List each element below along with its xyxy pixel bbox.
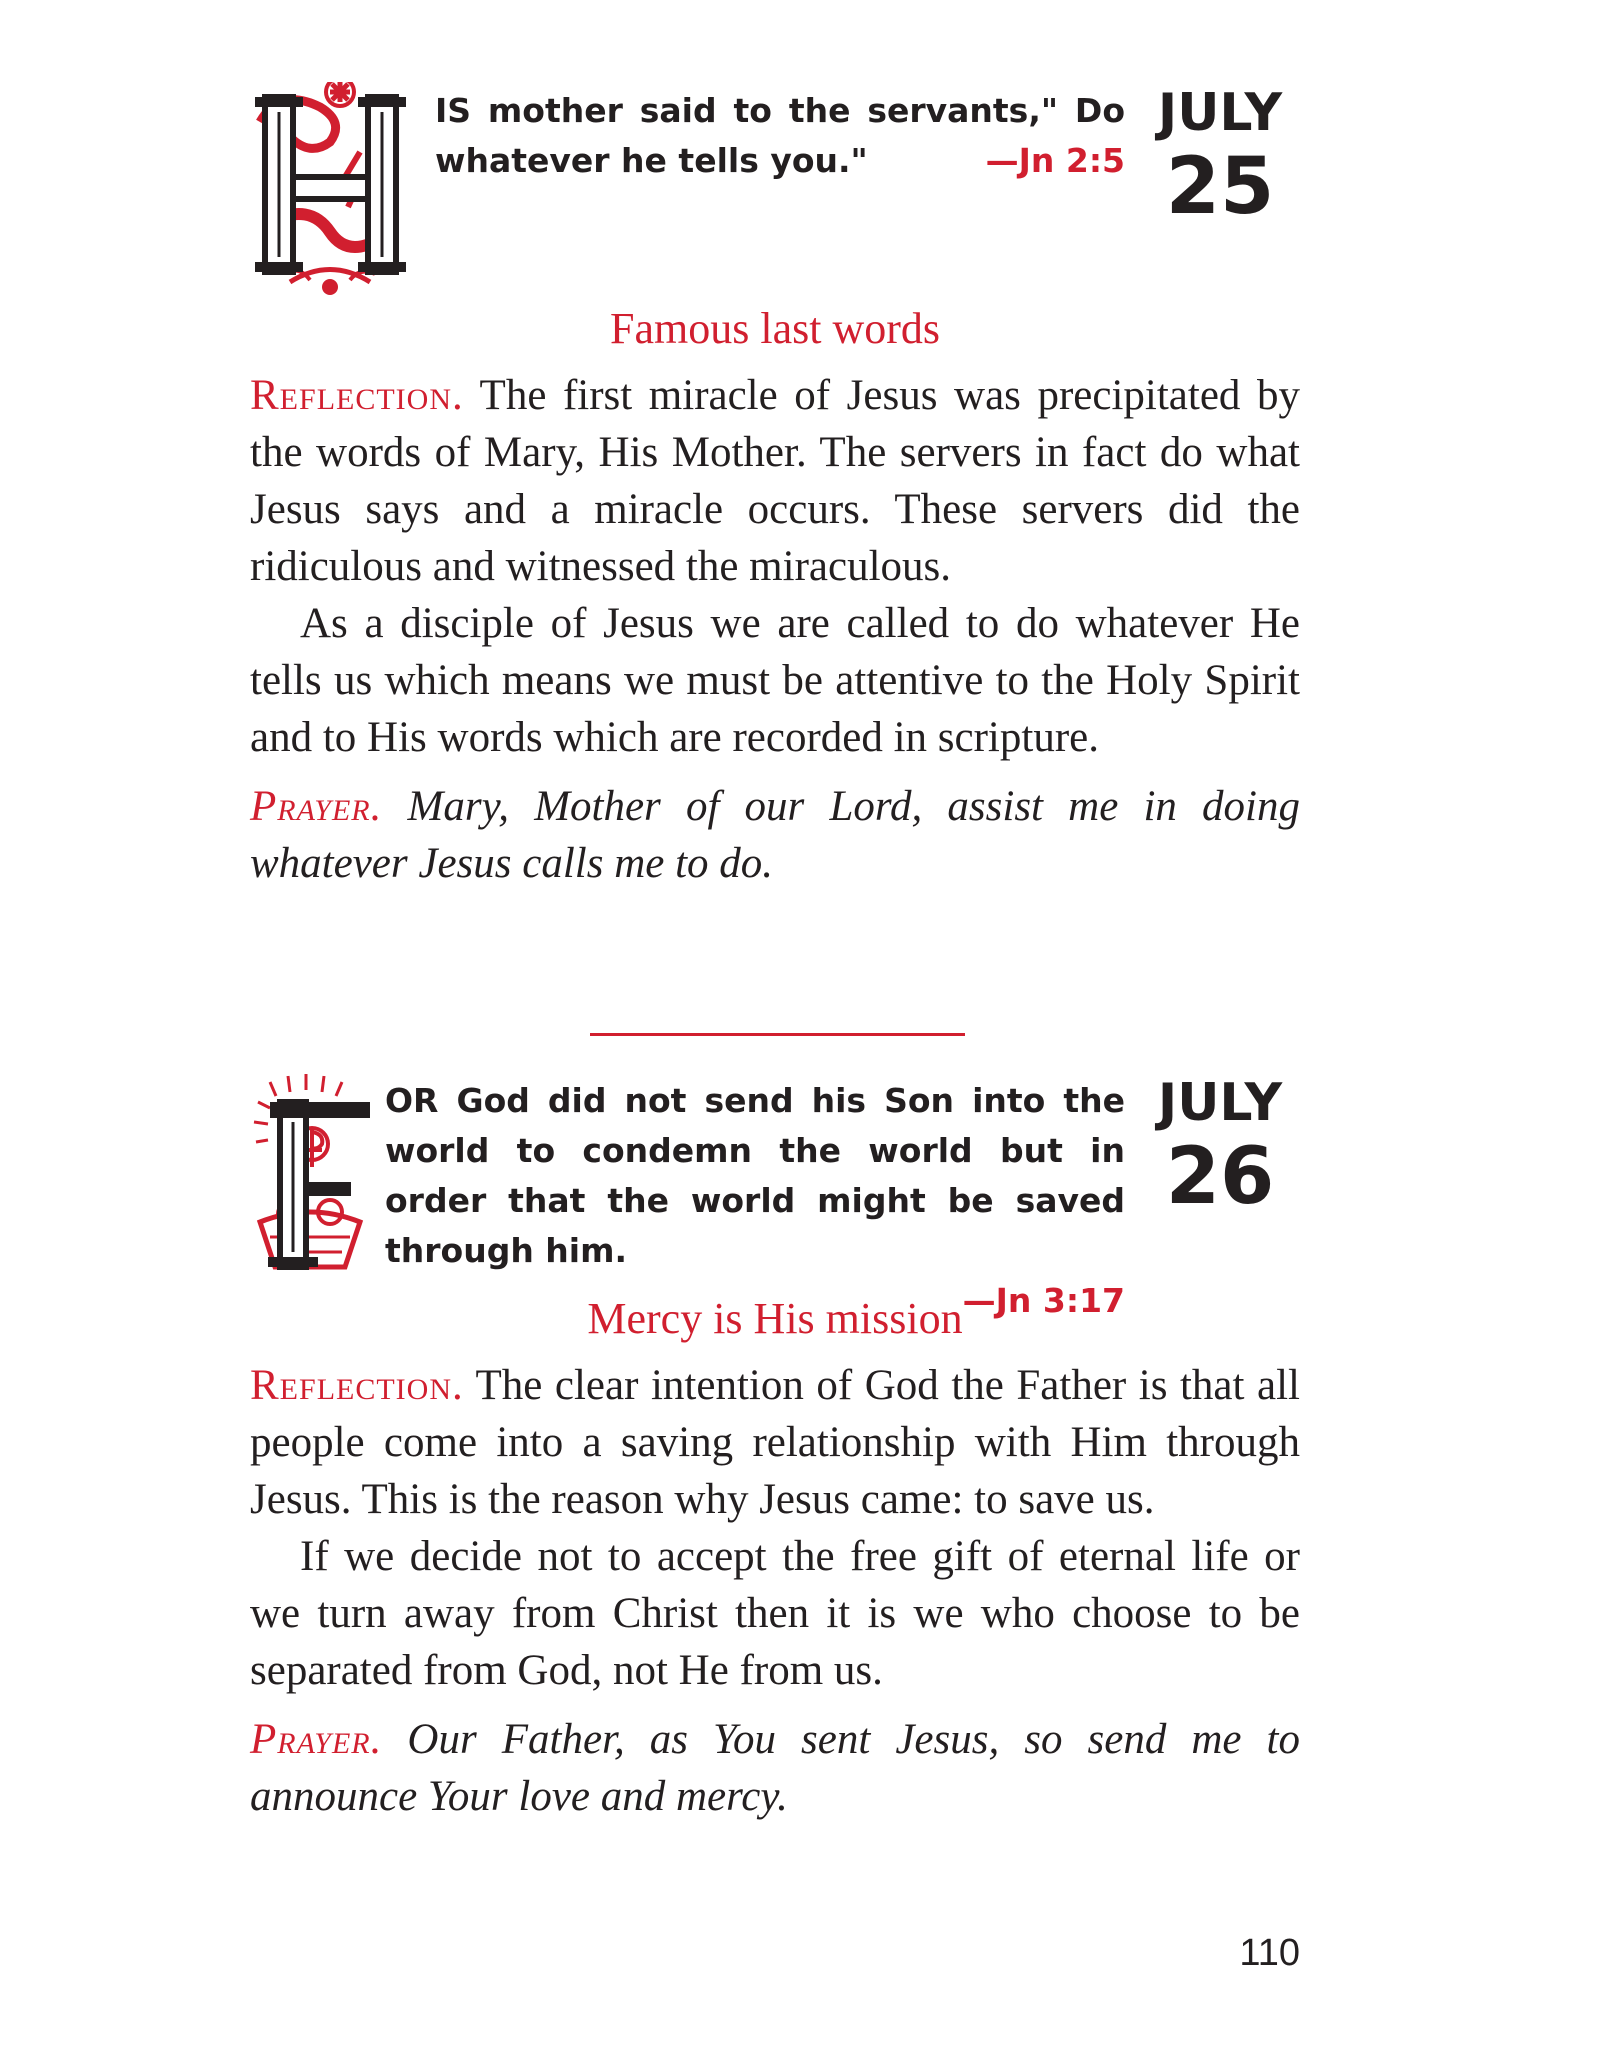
prayer-label: Prayer. xyxy=(250,1716,383,1763)
page-number: 110 xyxy=(1239,1932,1300,1974)
prayer-paragraph xyxy=(250,778,1300,892)
section-divider xyxy=(590,1033,965,1036)
illuminated-initial-h-icon xyxy=(250,82,425,297)
reflection-label: Reflection. xyxy=(250,372,464,419)
reflection-paragraph-2: As a disciple of Jesus we are called to do whatever He tells us which means we must be attentive to the Holy Spirit and to His words which are recorded in scripture. xyxy=(250,600,1300,761)
prayer-text: Mary, Mother of our Lord, assist me in doing whatever Jesus calls me to do. xyxy=(250,783,1301,887)
date-month: JULY xyxy=(1157,1073,1283,1133)
prayer-paragraph xyxy=(250,1711,1300,1825)
reflection-paragraph xyxy=(250,1357,1300,1528)
scripture-verse xyxy=(435,86,1125,186)
date-day: 26 xyxy=(1165,1132,1275,1222)
entry-title: Mercy is His mission xyxy=(587,1294,963,1343)
verse-text: IS mother said to the servants," Do whatever he tells you." xyxy=(435,91,1125,180)
reflection-label: Reflection. xyxy=(250,1362,464,1409)
verse-reference: —Jn 3:17 xyxy=(962,1281,1125,1320)
reflection-text: The clear intention of God the Father is that all people come into a saving relationship with Him through Jesus. This is the reason why Jesus came: to save us. xyxy=(250,1362,1300,1523)
entry-header xyxy=(250,82,1300,297)
entry-title: Famous last words xyxy=(610,304,940,353)
illuminated-initial-f-icon xyxy=(250,1072,380,1282)
date-block xyxy=(1140,82,1300,230)
scripture-verse xyxy=(385,1076,1125,1326)
date-block xyxy=(1140,1072,1300,1220)
verse-reference: —Jn 2:5 xyxy=(985,141,1125,180)
entry-july-26 xyxy=(250,1072,1300,1825)
date-day: 25 xyxy=(1165,142,1275,232)
reflection-paragraph-2: If we decide not to accept the free gift of eternal life or we turn away from Christ then it is we who choose to be separated from God, not He from us. xyxy=(250,1533,1300,1694)
verse-text: OR God did not send his Son into the world to condemn the world but in order that the world might be saved through him. xyxy=(385,1081,1125,1270)
reflection-text: The first miracle of Jesus was precipitated by the words of Mary, His Mother. The servers in fact do what Jesus says and a miracle occurs. These servers did the ridiculous and witnessed the miraculous. xyxy=(250,372,1300,590)
prayer-text: Our Father, as You sent Jesus, so send me to announce Your love and mercy. xyxy=(250,1716,1300,1820)
prayer-label: Prayer. xyxy=(250,783,383,830)
reflection-paragraph xyxy=(250,367,1300,595)
date-month: JULY xyxy=(1157,83,1283,143)
entry-july-25 xyxy=(250,82,1300,892)
